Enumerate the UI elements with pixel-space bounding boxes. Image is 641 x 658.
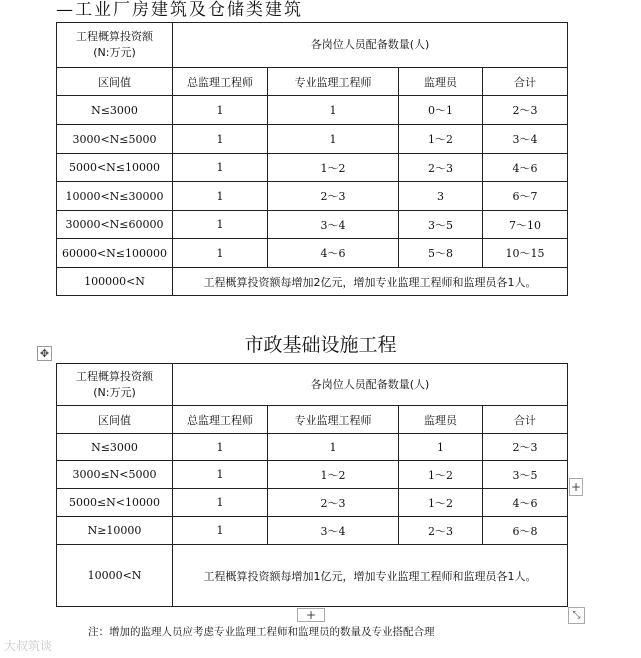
specialist-cell: 1 (268, 434, 399, 461)
header-unit-label: (N:万元) (93, 46, 136, 59)
chief-cell: 1 (173, 489, 268, 517)
col-range: 区间值 (57, 68, 173, 96)
column-header-row (57, 406, 568, 434)
increment-note-cell: 工程概算投资额每增加2亿元，增加专业监理工程师和监理员各1人。 (173, 268, 568, 296)
column-header-row (57, 68, 568, 96)
supervisor-cell: 1～2 (399, 125, 483, 154)
header-unit-label: (N:万元) (93, 385, 136, 399)
col-specialist: 专业监理工程师 (268, 68, 399, 96)
specialist-cell: 1 (268, 96, 399, 125)
header-staffing-span: 各岗位人员配备数量(人) (173, 364, 568, 406)
total-cell: 2～3 (483, 434, 568, 461)
specialist-cell: 3～4 (268, 211, 399, 239)
col-supervisor: 监理员 (399, 68, 483, 96)
table-row (57, 517, 568, 545)
supervisor-cell: 1～2 (399, 461, 483, 489)
chief-cell: 1 (173, 211, 268, 239)
range-cell: 10000<N≤30000 (57, 182, 173, 211)
section2-heading: 市政基础设施工程 (244, 334, 397, 356)
chief-cell: 1 (173, 125, 268, 154)
col-chief: 总监理工程师 (173, 406, 268, 434)
supervisor-cell: 5～8 (399, 239, 483, 268)
supervisor-cell: 2～3 (399, 517, 483, 545)
add-row-plus-icon[interactable]: + (297, 608, 325, 622)
total-cell: 6～8 (483, 517, 568, 545)
col-range: 区间值 (57, 406, 173, 434)
specialist-cell: 2～3 (268, 182, 399, 211)
range-cell: 5000<N≤10000 (57, 154, 173, 182)
chief-cell: 1 (173, 517, 268, 545)
total-cell: 4～6 (483, 154, 568, 182)
table-row (57, 489, 568, 517)
range-cell: 3000<N≤5000 (57, 125, 173, 154)
industrial-staffing-table (56, 22, 568, 296)
total-cell: 4～6 (483, 489, 568, 517)
table-row (57, 211, 568, 239)
col-total: 合计 (483, 406, 568, 434)
chief-cell: 1 (173, 239, 268, 268)
specialist-cell: 4～6 (268, 239, 399, 268)
resize-icon[interactable]: ⤡ (568, 607, 585, 624)
table-row (57, 239, 568, 268)
table-row (57, 96, 568, 125)
watermark: 大叔筑谈 (4, 639, 53, 653)
table-row (57, 182, 568, 211)
header-investment-label: 工程概算投资额 (76, 30, 153, 43)
chief-cell: 1 (173, 434, 268, 461)
supervisor-cell: 1 (399, 434, 483, 461)
col-chief: 总监理工程师 (173, 68, 268, 96)
add-column-plus-icon[interactable]: + (570, 480, 582, 494)
table-row (57, 154, 568, 182)
table-header-row (57, 23, 568, 68)
supervisor-cell: 2～3 (399, 154, 483, 182)
range-cell: N≤3000 (57, 96, 173, 125)
range-cell: 30000<N≤60000 (57, 211, 173, 239)
header-investment-label: 工程概算投资额 (76, 369, 153, 383)
range-cell: N≥10000 (57, 517, 173, 545)
supervisor-cell: 3 (399, 182, 483, 211)
range-cell: 10000<N (57, 545, 173, 607)
footnote: 注：增加的监理人员应考虑专业监理工程师和监理员的数量及专业搭配合理 (88, 626, 435, 638)
header-investment-cell (57, 364, 173, 406)
header-staffing-span: 各岗位人员配备数量(人) (173, 23, 568, 68)
chief-cell: 1 (173, 182, 268, 211)
total-cell: 6～7 (483, 182, 568, 211)
supervisor-cell: 0～1 (399, 96, 483, 125)
range-cell: 100000<N (57, 268, 173, 296)
specialist-cell: 2～3 (268, 489, 399, 517)
table-header-row (57, 364, 568, 406)
total-cell: 3～5 (483, 461, 568, 489)
total-cell: 7～10 (483, 211, 568, 239)
specialist-cell: 1～2 (268, 154, 399, 182)
move-handle-icon[interactable]: ✥ (37, 346, 52, 361)
table-row (57, 125, 568, 154)
supervisor-cell: 1～2 (399, 489, 483, 517)
specialist-cell: 1 (268, 125, 399, 154)
table-row (57, 461, 568, 489)
specialist-cell: 1～2 (268, 461, 399, 489)
range-cell: 5000≤N<10000 (57, 489, 173, 517)
header-investment-cell (57, 23, 173, 68)
range-cell: N≤3000 (57, 434, 173, 461)
table-row (57, 268, 568, 296)
municipal-staffing-table (56, 363, 568, 607)
chief-cell: 1 (173, 154, 268, 182)
table-row (57, 434, 568, 461)
increment-note-cell: 工程概算投资额每增加1亿元，增加专业监理工程师和监理员各1人。 (173, 545, 568, 607)
total-cell: 3～4 (483, 125, 568, 154)
chief-cell: 1 (173, 461, 268, 489)
col-supervisor: 监理员 (399, 406, 483, 434)
specialist-cell: 3～4 (268, 517, 399, 545)
chief-cell: 1 (173, 96, 268, 125)
range-cell: 3000≤N<5000 (57, 461, 173, 489)
total-cell: 2～3 (483, 96, 568, 125)
range-cell: 60000<N≤100000 (57, 239, 173, 268)
supervisor-cell: 3～5 (399, 211, 483, 239)
section1-heading: —工业厂房建筑及仓储类建筑 (56, 0, 303, 20)
table-row (57, 545, 568, 607)
col-specialist: 专业监理工程师 (268, 406, 399, 434)
total-cell: 10～15 (483, 239, 568, 268)
col-total: 合计 (483, 68, 568, 96)
